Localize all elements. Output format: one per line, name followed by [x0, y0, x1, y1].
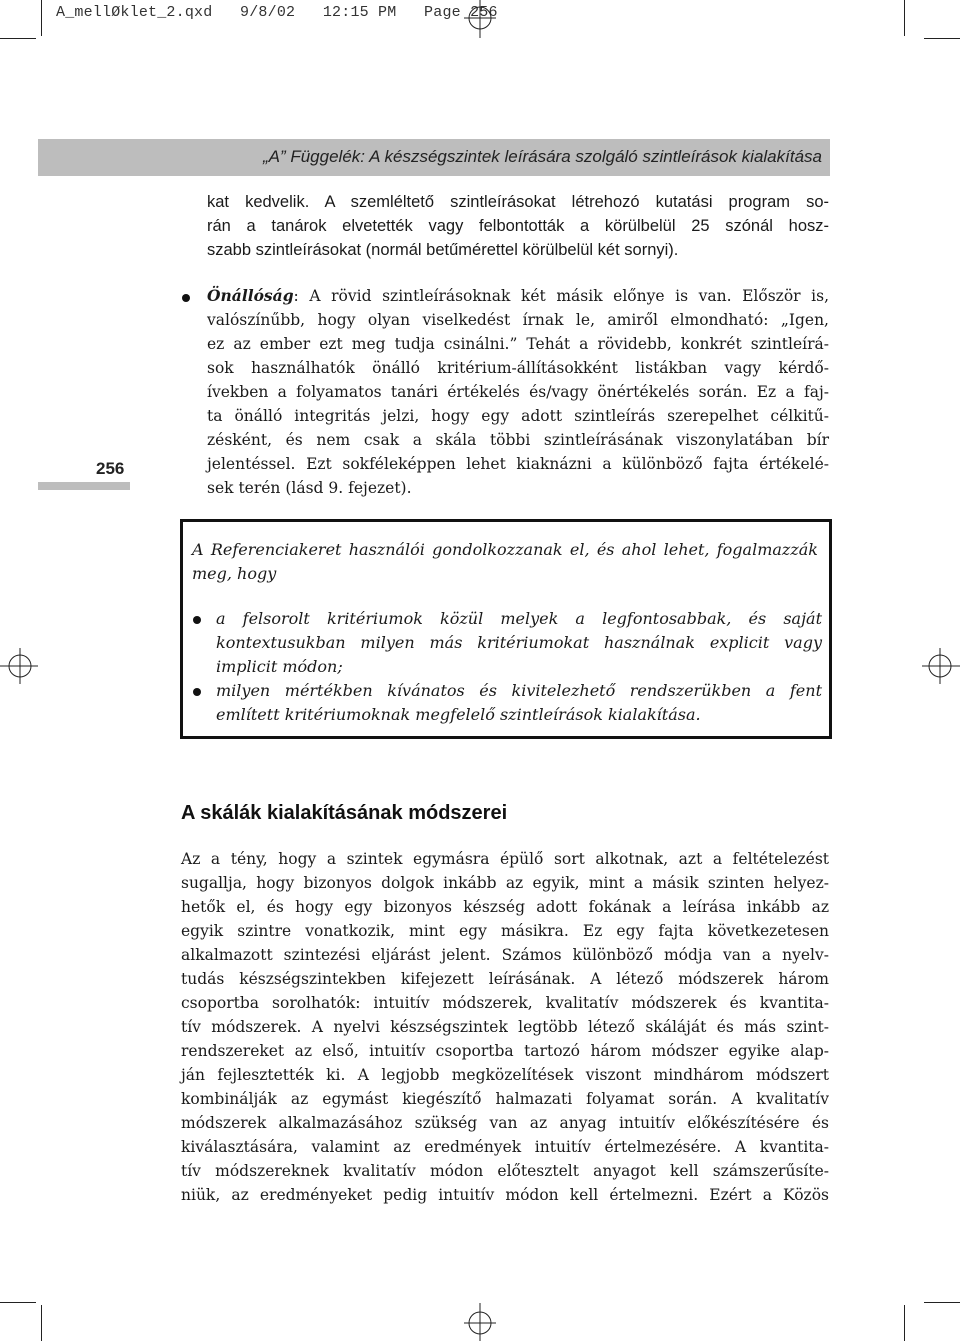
callout-bullet-icon [193, 616, 201, 624]
text-line: sok használhatók önálló kritérium-állításokként listákban vagy kérdő- [207, 359, 829, 377]
text-line: csoportba sorolhatók: intuitív módszerek, kvalitatív módszerek és kvantita- [181, 994, 829, 1012]
text-line: hetők el, és hogy egy bizonyos készség adott fokának a leírása inkább az [181, 898, 829, 916]
text-line: sek terén (lásd 9. fejezet). [207, 479, 412, 497]
callout-bullet-icon [193, 688, 201, 696]
text-line: említett kritériumoknak megfelelő szintleírások kialakítása. [216, 705, 701, 724]
text-line: meg, hogy [192, 564, 277, 583]
crop-mark-bottom-right [904, 1305, 905, 1341]
text-line: szabb szintleírásokat (normál betűmérettel körülbelül két sornyi). [207, 241, 679, 259]
registration-mark-top-icon [460, 0, 500, 40]
running-header [38, 139, 830, 176]
section-heading: A skálák kialakításának módszerei [181, 802, 508, 824]
text-line: kombinálják az egymást kiegészítő halmazati folyamat során. A kvalitatív [181, 1090, 829, 1108]
text-line: rendszereket az első, intuitív csoportba tartozó három módszer egyike alap- [181, 1042, 829, 1060]
text-line: egyik szintre vonatkozik, mint egy másikra. Ez egy fajta következetesen [181, 922, 829, 940]
text-line: tív módszereknek kvalitatív módon előtesztelt anyagot kell számszerűsíte- [181, 1162, 829, 1180]
text-line: niük, az eredményeket pedig intuitív módon kell értelmezni. Ezért a Közös [181, 1186, 829, 1204]
bullet-paragraph [207, 284, 829, 500]
text-line: sugallja, hogy bizonyos dolgok inkább az egyik, mint a másik szinten helyez- [181, 874, 829, 892]
bullet-term: Önállóság [207, 286, 294, 305]
crop-mark-top-right-h [924, 38, 960, 39]
printer-slug: A_mellØklet_2.qxd 9/8/02 12:15 PM Page 256 [56, 4, 498, 21]
crop-mark-top-left [41, 0, 42, 36]
text-line: módszerek alkalmazásához szükség van az anyag intuitív előkészítésére és [181, 1114, 829, 1132]
page-number-rule [38, 482, 130, 490]
registration-mark-right-icon [920, 646, 960, 686]
text-line: kontextusukban milyen más kritériumokat használnak explicit vagy [216, 633, 822, 652]
text-line: tív módszerek. A nyelvi készségszintek legtöbb létező skáláját és más szint- [181, 1018, 829, 1036]
bullet-icon [182, 294, 190, 302]
callout-box [180, 519, 832, 739]
crop-mark-bottom-right-h [924, 1302, 960, 1303]
body-paragraph [181, 847, 829, 1207]
bullet-first-line: : A rövid szintleírásoknak két másik előnye is van. Először is, [293, 287, 829, 305]
registration-mark-bottom-icon [460, 1301, 500, 1341]
text-line: implicit módon; [216, 657, 343, 676]
registration-mark-left-icon [0, 646, 40, 686]
text-line: valószínűbb, hogy olyan viselkedést írnak le, amiről elmondható: „Igen, [207, 311, 829, 329]
text-line: A Referenciakeret használói gondolkozzanak el, és ahol lehet, fogalmazzák [192, 540, 818, 559]
text-line: tudás készségszintekben kifejezett leírásának. A létező módszerek három [181, 970, 829, 988]
intro-paragraph [207, 190, 829, 262]
text-line [207, 284, 829, 308]
crop-mark-top-right [904, 0, 905, 36]
text-line: ta önálló integritás jelzi, hogy egy adott szintleírás szerepelhet célkitű- [207, 407, 829, 425]
text-line: a felsorolt kritériumok közül melyek a legfontosabbak, és saját [216, 609, 822, 628]
text-line: ez az ember ezt meg tudja csinálni.” Tehát a rövidebb, konkrét szintleírá- [207, 335, 829, 353]
callout-item [216, 607, 822, 679]
text-line: milyen mértékben kívánatos és kivitelezhető rendszerükben a fent [216, 681, 822, 700]
page-number: 256 [96, 459, 125, 478]
crop-mark-bottom-left [41, 1305, 42, 1341]
text-line: kat kedvelik. A szemléltető szintleírásokat létrehozó kutatási program so- [207, 193, 829, 211]
text-line: ján fejlesztették ki. A legjobb megközelítések viszont mindhárom módszert [181, 1066, 829, 1084]
text-line: kiválasztására, valamint az eredmények intuitív értelmezésére. A kvantita- [181, 1138, 829, 1156]
crop-mark-bottom-left-h [0, 1302, 36, 1303]
running-header-title: „A” Függelék: A készségszintek leírására szolgáló szintleírások kialakítása [262, 147, 822, 166]
callout-item [216, 679, 822, 727]
text-line: zésként, és nem csak a skála többi szintleírásának viszonylatában bír [207, 431, 829, 449]
crop-mark-top-left-h [0, 38, 36, 39]
callout-intro [192, 538, 818, 586]
text-line: rán a tanárok elvetették vagy felbontották a körülbelül 25 szónál hosz- [207, 217, 829, 235]
text-line: alkalmazott szintezési eljárást jelent. Számos különböző módja van a nyelv- [181, 946, 829, 964]
text-line: ívekben a folyamatos tanári értékelés és/vagy önértékelés során. Ez a faj- [207, 383, 829, 401]
text-line: jelentéssel. Ezt sokféleképpen lehet kiaknázni a különböző fajta értékelé- [207, 455, 829, 473]
text-line: Az a tény, hogy a szintek egymásra épülő sort alkotnak, azt a feltételezést [181, 850, 829, 868]
